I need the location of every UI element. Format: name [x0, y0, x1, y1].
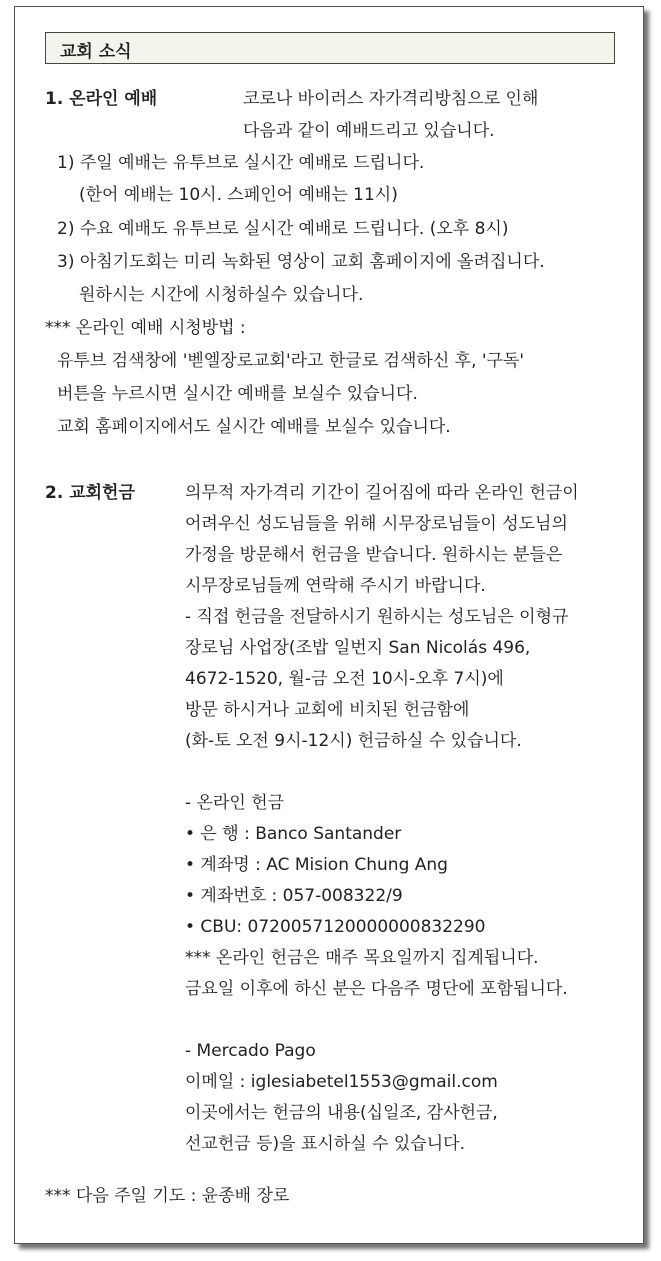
offering-para-line2: 어려우신 성도님들을 위해 시무장로님들이 성도님의 — [185, 514, 568, 534]
section1-intro-line1: 코로나 바이러스 자가격리방침으로 인해 — [243, 89, 539, 109]
offering-para-line7: 4672-1520, 월-금 오전 10시-오후 7시)에 — [185, 669, 504, 689]
item1-line1: 1) 주일 예배는 유투브로 실시간 예배로 드립니다. — [57, 153, 425, 173]
account-name: • 계좌명 : AC Mision Chung Ang — [185, 855, 448, 875]
howto-line3: 교회 홈페이지에서도 실시간 예배를 보실수 있습니다. — [57, 417, 451, 437]
email-note-line1: 이곳에서는 헌금의 내용(십일조, 감사헌금, — [185, 1103, 498, 1123]
offering-para-line4: 시무장로님들께 연락해 주시기 바랍니다. — [185, 576, 486, 596]
offering-para-line5: - 직접 헌금을 전달하시기 원하시는 성도님은 이형규 — [185, 607, 569, 627]
page-title: 교회 소식 — [60, 42, 132, 62]
section1-heading: 1. 온라인 예배 — [45, 89, 158, 109]
item2-line: 2) 수요 예배도 유투브로 실시간 예배로 드립니다. (오후 8시) — [57, 219, 509, 239]
online-offering-heading: - 온라인 헌금 — [185, 793, 285, 813]
online-note-line2: 금요일 이후에 하신 분은 다음주 명단에 포함됩니다. — [185, 979, 568, 999]
email-address: 이메일 : iglesiabetel1553@gmail.com — [185, 1072, 498, 1092]
bank-name: • 은 행 : Banco Santander — [185, 824, 402, 844]
offering-para-line6: 장로님 사업장(조밥 일번지 San Nicolás 496, — [185, 638, 531, 658]
section2-heading: 2. 교회헌금 — [45, 483, 135, 503]
next-prayer: *** 다음 주일 기도 : 윤종배 장로 — [45, 1186, 290, 1206]
howto-heading: *** 온라인 예배 시청방법 : — [45, 318, 246, 338]
howto-line1: 유투브 검색창에 '벧엘장로교회'라고 한글로 검색하신 후, '구독' — [57, 351, 525, 371]
mercado-pago-heading: - Mercado Pago — [185, 1041, 316, 1061]
title-box — [45, 32, 615, 64]
email-note-line2: 선교헌금 등)을 표시하실 수 있습니다. — [185, 1134, 465, 1154]
howto-line2: 버튼을 누르시면 실시간 예배를 보실수 있습니다. — [57, 384, 418, 404]
offering-para-line1: 의무적 자가격리 기간이 길어짐에 따라 온라인 헌금이 — [185, 483, 579, 503]
offering-para-line8: 방문 하시거나 교회에 비치된 헌금함에 — [185, 700, 470, 720]
cbu-number: • CBU: 0720057120000000832290 — [185, 917, 486, 937]
offering-para-line3: 가정을 방문해서 헌금을 받습니다. 원하시는 분들은 — [185, 545, 563, 565]
item1-line2: (한어 예배는 10시. 스페인어 예배는 11시) — [79, 185, 398, 205]
item3-line1: 3) 아침기도회는 미리 녹화된 영상이 교회 홈페이지에 올려집니다. — [57, 252, 545, 272]
bulletin-page — [14, 6, 644, 1244]
online-note-line1: *** 온라인 헌금은 매주 목요일까지 집계됩니다. — [185, 948, 539, 968]
item3-line2: 원하시는 시간에 시청하실수 있습니다. — [79, 285, 364, 305]
section1-intro-line2: 다음과 같이 예배드리고 있습니다. — [243, 121, 495, 141]
offering-para-line9: (화-토 오전 9시-12시) 헌금하실 수 있습니다. — [185, 731, 522, 751]
account-number: • 계좌번호 : 057-008322/9 — [185, 886, 403, 906]
